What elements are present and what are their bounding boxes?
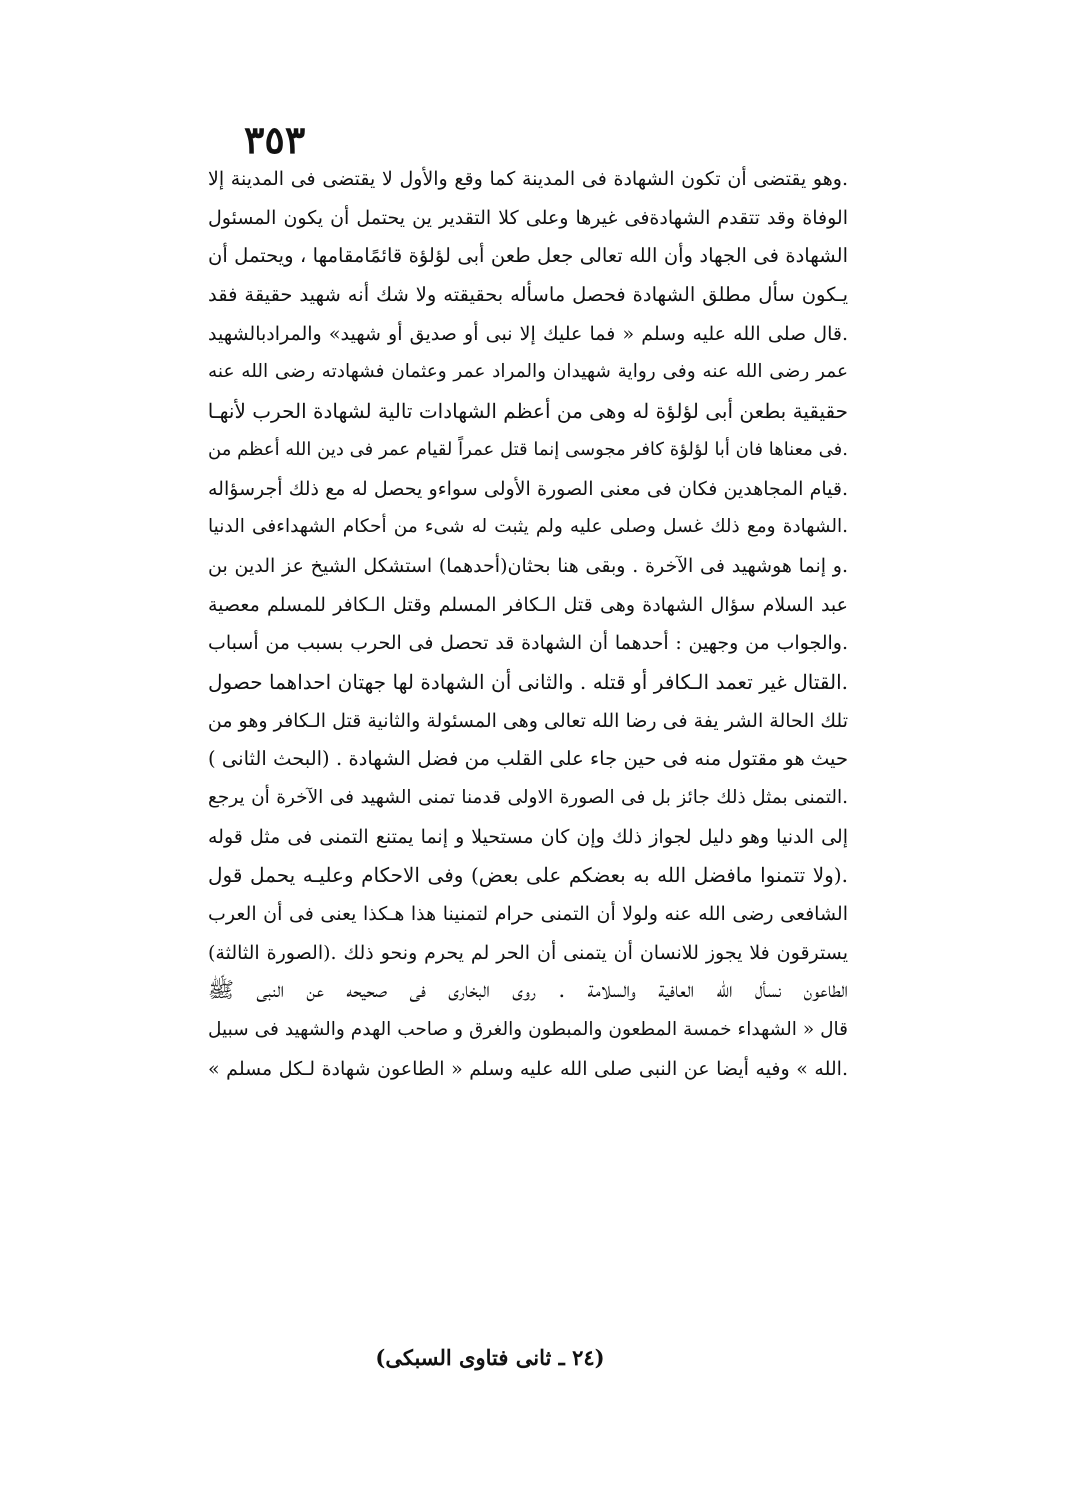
- text-line: يسترقون فلا يجوز للانسان أن يتمنى أن الحر لم يحرم ونحو ذلك .(الصورة الثالثة): [208, 941, 848, 964]
- text-line: حيث هو مقتول منه فى حين جاء على القلب من فضل الشهادة . (البحث الثانى ): [208, 747, 848, 771]
- text-line: .وهو يقتضى أن تكون الشهادة فى المدينة كما وقع والأول لا يقتضى فى المدينة إلا: [208, 168, 848, 190]
- text-line: .والجواب من وجهين : أحدهما أن الشهادة قد تحصل فى الحرب بسبب من أسباب: [208, 632, 848, 655]
- text-line: عمر رضى الله عنه وفى رواية شهيدان والمراد عمر وعثمان فشهادته رضى الله عنه: [208, 361, 848, 383]
- text-line: .قال صلى الله عليه وسلم « فما عليك إلا نبى أو صديق أو شهيد» والمرادبالشهيد: [208, 322, 848, 345]
- text-line: .التمنى بمثل ذلك جائز بل فى الصورة الاولى قدمنا تمنى الشهيد فى الآخرة أن يرجع: [208, 787, 848, 808]
- text-line: إلى الدنيا وهو دليل لجواز ذلك وإن كان مستحيلا و إنما يمتنع التمنى فى مثل قوله: [208, 825, 848, 848]
- text-line: حقيقية بطعن أبى لؤلؤة له وهى من أعظم الشهادات تالية لشهادة الحرب لأنهـا: [208, 399, 848, 424]
- page-footer: (٢٤ ـ ثانى فتاوى السبكى): [375, 1345, 605, 1370]
- text-line: .الله » وفيه أيضا عن النبى صلى الله عليه وسلم « الطاعون شهادة لـكل مسلم »: [208, 1057, 848, 1080]
- text-line: .و إنما هوشهيد فى الآخرة . وبقى هنا بحثان(أحدهما) استشكل الشيخ عز الدين بن: [208, 554, 848, 577]
- text-line: .(ولا تتمنوا مافضل الله به بعضكم على بعض) وفى الاحكام وعليـه يحمل قول: [208, 863, 848, 888]
- text-line: قال « الشهداء خمسة المطعون والمبطون والغرق و صاحب الهدم والشهيد فى سبيل: [208, 1019, 848, 1041]
- text-line: .الشهادة ومع ذلك غسل وصلى عليه ولم يثبت له شىء من أحكام الشهداءفى الدنيا: [208, 516, 848, 538]
- body-text: [208, 160, 848, 1089]
- text-line: الشهادة فى الجهاد وأن الله تعالى جعل طعن أبى لؤلؤة قائمًامقامها ، ويحتمل أن: [208, 244, 848, 268]
- text-line: الطاعون نسأل الله العافية والسلامة . روى البخارى فى صحيحه عن النبى ﷺ: [208, 978, 848, 1004]
- text-line: يـكون سأل مطلق الشهادة فحصل ماسأله بحقيقته ولا شك أنه شهيد حقيقة فقد: [208, 283, 848, 307]
- page-number: ٣٥٣: [244, 117, 306, 162]
- text-line: الوفاة وقد تتقدم الشهادةفى غيرها وعلى كلا التقدير ين يحتمل أن يكون المسئول: [208, 206, 848, 229]
- text-line: .فى معناها فان أبا لؤلؤة كافر مجوسى إنما قتل عمراً لقيام عمر فى دين الله أعظم من: [208, 438, 848, 460]
- text-line: .قيام المجاهدين فكان فى معنى الصورة الأولى سواءو يحصل له مع ذلك أجرسؤاله: [208, 477, 848, 500]
- text-line: الشافعى رضى الله عنه ولولا أن التمنى حرام لتمنينا هذا هـكذا يعنى فى أن العرب: [208, 903, 848, 926]
- text-line: عبد السلام سؤال الشهادة وهى قتل الـكافر المسلم وقتل الـكافر للمسلم معصية: [208, 593, 848, 616]
- text-line: .القتال غير تعمد الـكافر أو قتله . والثانى أن الشهادة لها جهتان احداهما حصول: [208, 669, 848, 694]
- text-line: تلك الحالة الشر يفة فى رضا الله تعالى وهى المسئولة والثانية قتل الـكافر وهو من: [208, 709, 848, 732]
